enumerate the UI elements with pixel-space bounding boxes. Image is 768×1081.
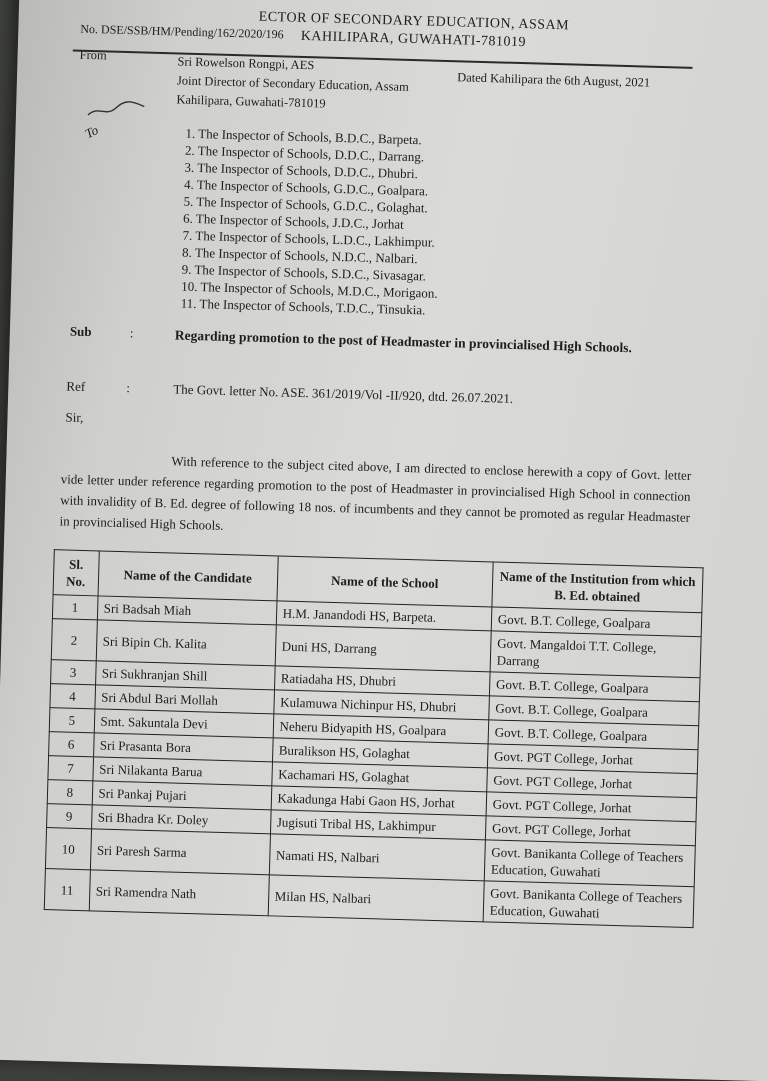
cell-candidate: Sri Paresh Sarma [90, 829, 270, 875]
cell-candidate: Sri Sukhranjan Shill [95, 661, 275, 690]
cell-institution: Govt. B.T. College, Goalpara [489, 696, 700, 726]
cell-school: Milan HS, Nalbari [268, 875, 484, 922]
cell-sl: 7 [48, 756, 93, 781]
list-item: 10. The Inspector of Schools, M.D.C., Morigaon. [181, 278, 438, 301]
list-item: 1. The Inspector of Schools, B.D.C., Barpeta. [185, 125, 422, 148]
candidate-table [44, 549, 704, 928]
list-item: 9. The Inspector of Schools, S.D.C., Sivasagar. [181, 261, 427, 284]
cell-institution: Govt. B.T. College, Goalpara [489, 672, 700, 702]
list-item: 4. The Inspector of Schools, G.D.C., Goalpara. [183, 176, 429, 199]
body-paragraph: With reference to the subject cited above, I am directed to enclose herewith a copy of Govt. letter vide letter under reference regarding promotion to the post of Headmaster in provincialised High School in connection with invalidity of B. Ed. degree of following 18 nos. of incumbents and they cannot be promoted as regular Headmaster in provincialised High Schools. [59, 453, 692, 533]
column-header-institution: Name of the Institution from which B. Ed. obtained [492, 562, 703, 613]
cell-sl: 3 [51, 660, 96, 685]
reference-number: No. DSE/SSB/HM/Pending/162/2020/196 [80, 21, 284, 42]
cell-school: Kulamuwa Nichinpur HS, Dhubri [273, 690, 489, 720]
list-item: 6. The Inspector of Schools, J.D.C., Jorhat [182, 210, 404, 232]
cell-sl: 8 [47, 780, 92, 805]
column-header-sl: Sl. No. [53, 550, 99, 596]
cell-sl: 4 [50, 684, 95, 709]
cell-candidate: Sri Nilakanta Barua [92, 757, 272, 786]
cell-institution: Govt. Banikanta College of Teachers Education, Guwahati [484, 840, 695, 887]
letterhead-line2: KAHILIPARA, GUWAHATI-781019 [300, 28, 527, 51]
letterhead [258, 9, 569, 54]
cell-school: H.M. Janandodi HS, Barpeta. [276, 601, 492, 631]
cell-sl: 2 [51, 619, 97, 661]
letterhead-line1: ECTOR OF SECONDARY EDUCATION, ASSAM [258, 9, 570, 34]
salutation: Sir, [65, 409, 84, 425]
cell-institution: Govt. Mangaldoi T.T. College, Darrang [490, 631, 701, 678]
cell-sl: 1 [52, 595, 97, 620]
sender-designation: Joint Director of Secondary Education, Assam [176, 73, 409, 94]
list-item: 8. The Inspector of Schools, N.D.C., Nalbari. [181, 244, 418, 267]
list-item: 2. The Inspector of Schools, D.D.C., Darrang. [184, 142, 425, 165]
cell-institution: Govt. B.T. College, Goalpara [491, 607, 702, 637]
cell-sl: 10 [45, 828, 91, 870]
table-body [44, 595, 702, 928]
cell-school: Kakadunga Habi Gaon HS, Jorhat [271, 786, 487, 816]
to-label: To [82, 122, 101, 142]
from-label: From [79, 47, 107, 63]
list-item: 5. The Inspector of Schools, G.D.C., Golaghat. [183, 193, 428, 216]
cell-institution: Govt. PGT College, Jorhat [487, 744, 698, 774]
handwritten-mark-icon [86, 97, 147, 121]
reference-colon: : [126, 380, 131, 396]
cell-candidate: Sri Ramendra Nath [89, 870, 269, 916]
cell-school: Namati HS, Nalbari [269, 834, 485, 881]
cell-institution: Govt. Banikanta College of Teachers Education, Guwahati [483, 881, 694, 928]
cell-institution: Govt. B.T. College, Goalpara [488, 720, 699, 750]
cell-institution: Govt. PGT College, Jorhat [487, 768, 698, 798]
cell-institution: Govt. PGT College, Jorhat [485, 816, 696, 846]
list-item: 11. The Inspector of Schools, T.D.C., Tinsukia. [180, 295, 426, 318]
column-header-school: Name of the School [277, 556, 493, 607]
list-item: 3. The Inspector of Schools, D.D.C., Dhubri. [184, 159, 419, 182]
cell-school: Jugisuti Tribal HS, Lakhimpur [270, 810, 486, 840]
sender-block [176, 52, 409, 115]
sender-name: Sri Rowelson Rongpi, AES [177, 54, 315, 73]
cell-candidate: Sri Prasanta Bora [93, 733, 273, 762]
column-header-candidate: Name of the Candidate [98, 551, 278, 601]
cell-sl: 9 [47, 804, 92, 829]
subject-colon: : [129, 325, 134, 341]
reference-text: The Govt. letter No. ASE. 361/2019/Vol -II/920, dtd. 26.07.2021. [173, 381, 514, 406]
subject-label: Sub [69, 323, 92, 340]
cell-candidate: Sri Abdul Bari Mollah [94, 685, 274, 714]
cell-school: Neheru Bidyapith HS, Goalpara [273, 714, 489, 744]
cell-candidate: Sri Badsah Miah [97, 596, 277, 625]
cell-school: Kachamari HS, Golaghat [271, 762, 487, 792]
cell-school: Ratiadaha HS, Dhubri [274, 666, 490, 696]
cell-candidate: Sri Bipin Ch. Kalita [96, 620, 276, 666]
cell-candidate: Smt. Sakuntala Devi [94, 709, 274, 738]
cell-institution: Govt. PGT College, Jorhat [486, 792, 697, 822]
subject-text: Regarding promotion to the post of Headmaster in provincialised High Schools. [174, 327, 633, 356]
list-item: 7. The Inspector of Schools, L.D.C., Lakhimpur. [182, 227, 435, 250]
recipient-list [181, 125, 443, 319]
cell-sl: 11 [44, 869, 90, 911]
cell-candidate: Sri Pankaj Pujari [92, 781, 272, 810]
cell-school: Buralikson HS, Golaghat [272, 738, 488, 768]
cell-candidate: Sri Bhadra Kr. Doley [91, 805, 271, 834]
cell-sl: 5 [49, 708, 94, 733]
reference-label: Ref [66, 378, 86, 394]
sender-address: Kahilipara, Guwahati-781019 [176, 92, 326, 111]
cell-sl: 6 [49, 732, 94, 757]
letter-date: Dated Kahilipara the 6th August, 2021 [456, 70, 651, 90]
cell-school: Duni HS, Darrang [275, 625, 491, 672]
